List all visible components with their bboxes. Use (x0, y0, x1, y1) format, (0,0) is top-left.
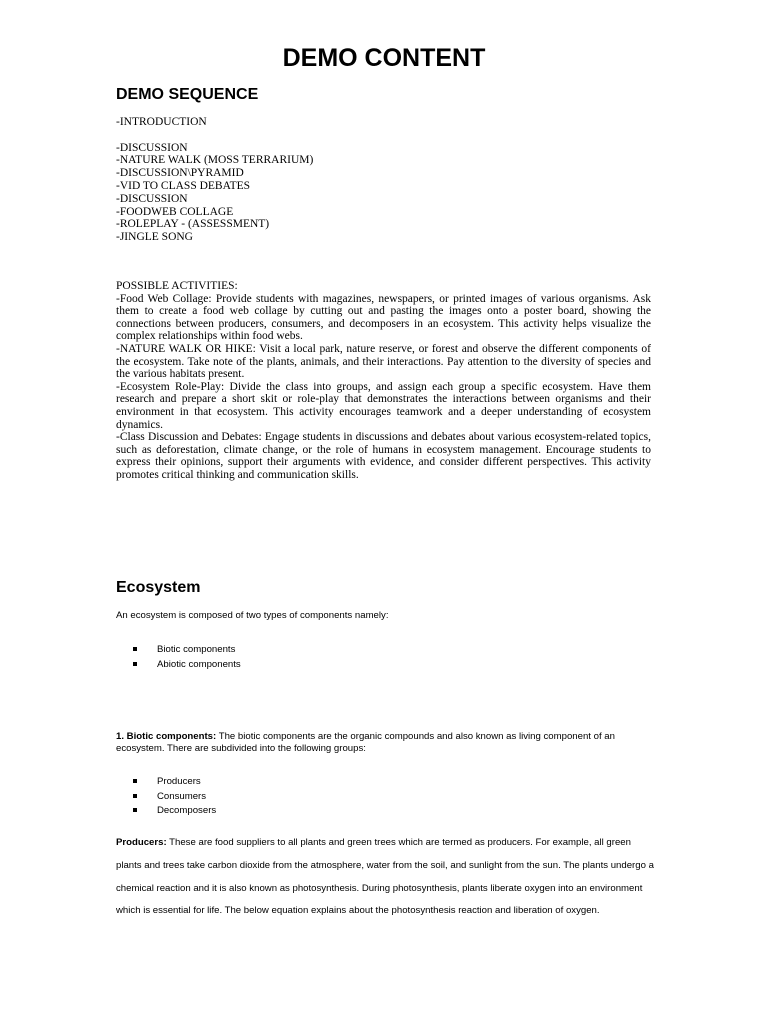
producers-paragraph: Producers: These are food suppliers to all plants and green trees which are termed as producers. For example, all green plants and trees take carbon dioxide from the atmosphere, water from the soil, and sunlight from the sun. The plants undergo a chemical reaction and it is also known as photosynthesis. During photosynthesis, plants liberate oxygen into an environment which is essential for life. The below equation explains about the photosynthesis reaction and liberation of oxygen. (116, 837, 654, 917)
list-item: -DISCUSSION (116, 192, 188, 205)
activity-paragraph: -Class Discussion and Debates: Engage students in discussions and debates about various ecosystem-related topics, such as deforestation, climate change, or the role of humans in ecosystem management. Encourage students to express their opinions, support their arguments with evidence, and consider different perspectives. This activity promotes critical thinking and communication skills. (116, 431, 651, 481)
ecosystem-heading: Ecosystem (116, 579, 201, 596)
possible-activities (116, 280, 651, 482)
list-item: Producers (133, 775, 216, 790)
list-item: Abiotic components (133, 658, 241, 673)
biotic-components-paragraph: 1. Biotic components: The biotic components are the organic compounds and also known as living component of an ecosystem. There are subdivided into the following groups: (116, 731, 615, 754)
list-item: -FOODWEB COLLAGE (116, 205, 234, 218)
list-item: -JINGLE SONG (116, 231, 193, 244)
activities-heading: POSSIBLE ACTIVITIES: (116, 280, 238, 292)
biotic-label: 1. Biotic components: (116, 731, 217, 742)
bullet-square-icon (133, 647, 137, 651)
page-title: DEMO CONTENT (282, 44, 486, 72)
list-item: -VID TO CLASS DEBATES (116, 179, 251, 192)
activity-paragraph: -Ecosystem Role-Play: Divide the class into groups, and assign each group a specific ecosystem. Have them research and prepare a short skit or role-play that demonstrates the interactions between organisms and their environment in that ecosystem. This activity encourages teamwork and a deeper understanding of ecosystem dynamics. (116, 380, 651, 431)
demo-sequence-list (116, 116, 656, 244)
ecosystem-intro: An ecosystem is composed of two types of components namely: (116, 610, 389, 621)
list-item: -DISCUSSION (116, 141, 188, 154)
demo-sequence-heading: DEMO SEQUENCE (116, 86, 259, 103)
bullet-square-icon (133, 662, 137, 666)
list-item: -DISCUSSION\PYRAMID (116, 167, 244, 180)
bullet-square-icon (133, 779, 137, 783)
list-item: -INTRODUCTION (116, 116, 207, 128)
bullet-square-icon (133, 794, 137, 798)
bullet-square-icon (133, 808, 137, 812)
list-item: Biotic components (133, 643, 241, 658)
producers-label: Producers: (116, 837, 167, 848)
activity-paragraph: -Food Web Collage: Provide students with magazines, newspapers, or printed images of various organisms. Ask them to create a food web collage by cutting out and pasting the images onto a poster board, showing the connections between producers, consumers, and decomposers in an ecosystem. This activity helps visualize the complex relationships within food webs. (116, 292, 651, 343)
list-item: Decomposers (133, 804, 216, 819)
list-item: -NATURE WALK (MOSS TERRARIUM) (116, 154, 314, 167)
biotic-groups-list (133, 775, 216, 819)
component-types-list (133, 643, 241, 672)
activity-paragraph: -NATURE WALK OR HIKE: Visit a local park, nature reserve, or forest and observe the different components of the ecosystem. Take note of the plants, animals, and their interactions. Pay attention to the diversity of species and the various habitats present. (116, 342, 651, 381)
list-item: -ROLEPLAY - (ASSESSMENT) (116, 218, 270, 231)
list-item: Consumers (133, 790, 216, 805)
